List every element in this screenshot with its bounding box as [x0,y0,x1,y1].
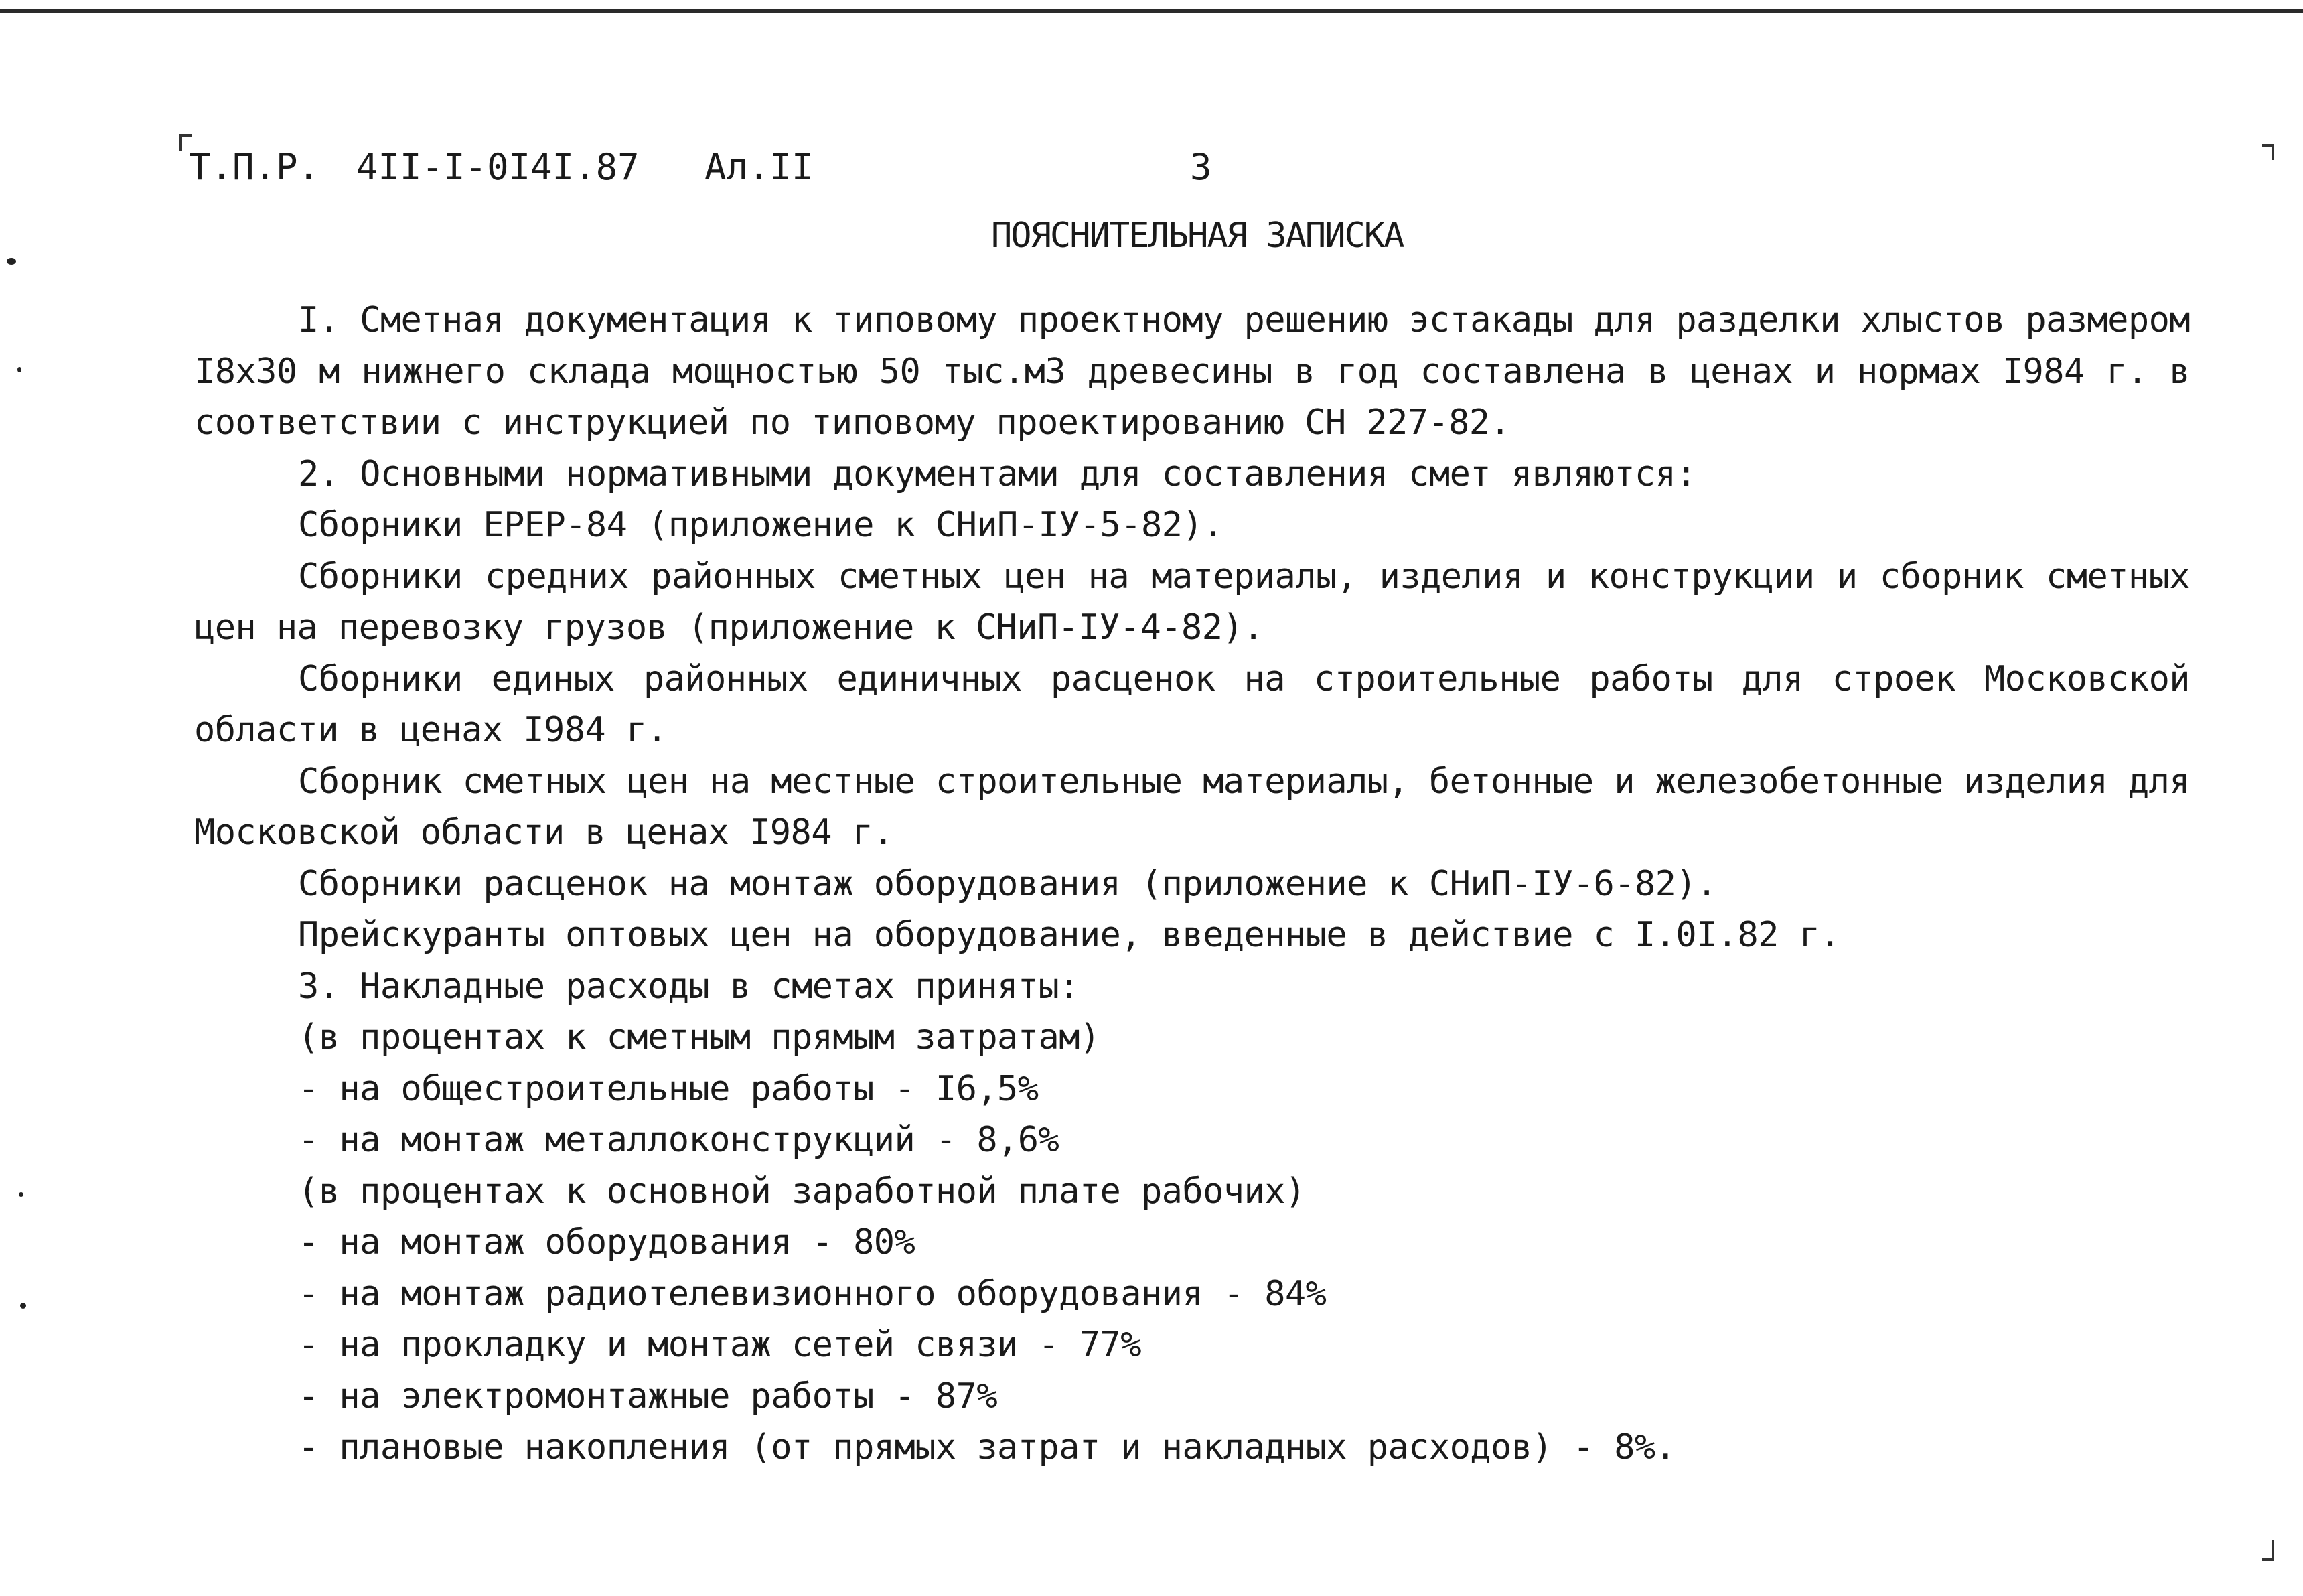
document-body [194,295,2190,1473]
paragraph-norms-3: Сборники единых районных единичных расценок на строительные работы для строек Московской области в ценах I984 г. [194,658,2190,750]
paragraph-norms-1: Сборники ЕРЕР-84 (приложение к СНиП-IУ-5-82). [298,505,1223,545]
corner-mark-top-left-h [179,134,192,137]
list-item: - плановые накопления (от прямых затрат и накладных расходов) - 8%. [298,1427,1676,1467]
list-item: - на общестроительные работы - I6,5% [298,1068,1039,1109]
paragraph-norms-6: Прейскуранты оптовых цен на оборудование, введенные в действие с I.0I.82 г. [298,915,1840,955]
overhead-heading: 3. Накладные расходы в сметах приняты: [298,966,1080,1007]
paragraph-1: I. Сметная документация к типовому проектному решению эстакады для разделки хлыстов размером I8x30 м нижнего склада мощностью 50 тыс.м3 древесины в год составлена в ценах и нормах I984 г. в соответствии с инструкцией по типовому проектированию СН 227-82. [194,300,2190,443]
list-item: - на монтаж оборудования - 80% [298,1222,915,1262]
scan-speck [19,1192,23,1197]
overhead-group1-label: (в процентах к сметным прямым затратам) [298,1017,1100,1058]
overhead-group2-label: (в процентах к основной заработной плате рабочих) [298,1171,1306,1212]
paragraph-norms-2: Сборники средних районных сметных цен на материалы, изделия и конструкции и сборник сметных цен на перевозку грузов (приложение к СНиП-IУ-4-82). [194,556,2190,648]
document-header [175,141,2184,194]
top-border-line [0,9,2303,13]
scan-speck [17,367,21,372]
paragraph-norms-4: Сборник сметных цен на местные строительные материалы, бетонные и железобетонные изделия для Московской области в ценах I984 г. [194,761,2190,853]
header-series: Т.П.Р. [189,146,320,188]
page-number: 3 [1190,146,1212,188]
paragraph-2: 2. Основными нормативными документами для составления смет являются: [298,453,1697,494]
scan-speck [20,1303,26,1309]
corner-mark-bottom-right-h [2262,1558,2274,1561]
list-item: - на монтаж радиотелевизионного оборудования - 84% [298,1273,1327,1314]
document-title: ПОЯСНИТЕЛЬНАЯ ЗАПИСКА [991,216,1404,256]
list-item: - на прокладку и монтаж сетей связи - 77% [298,1325,1141,1365]
scan-speck [7,258,16,265]
header-project-code: 4II-I-0I4I.87 [356,146,640,188]
list-item: - на электромонтажные работы - 87% [298,1376,998,1417]
paragraph-norms-5: Сборники расценок на монтаж оборудования (приложение к СНиП-IУ-6-82). [298,863,1717,904]
header-sheet: Ал.II [704,146,814,188]
corner-mark-top-right-h [2262,144,2274,147]
list-item: - на монтаж металлоконструкций - 8,6% [298,1120,1059,1160]
